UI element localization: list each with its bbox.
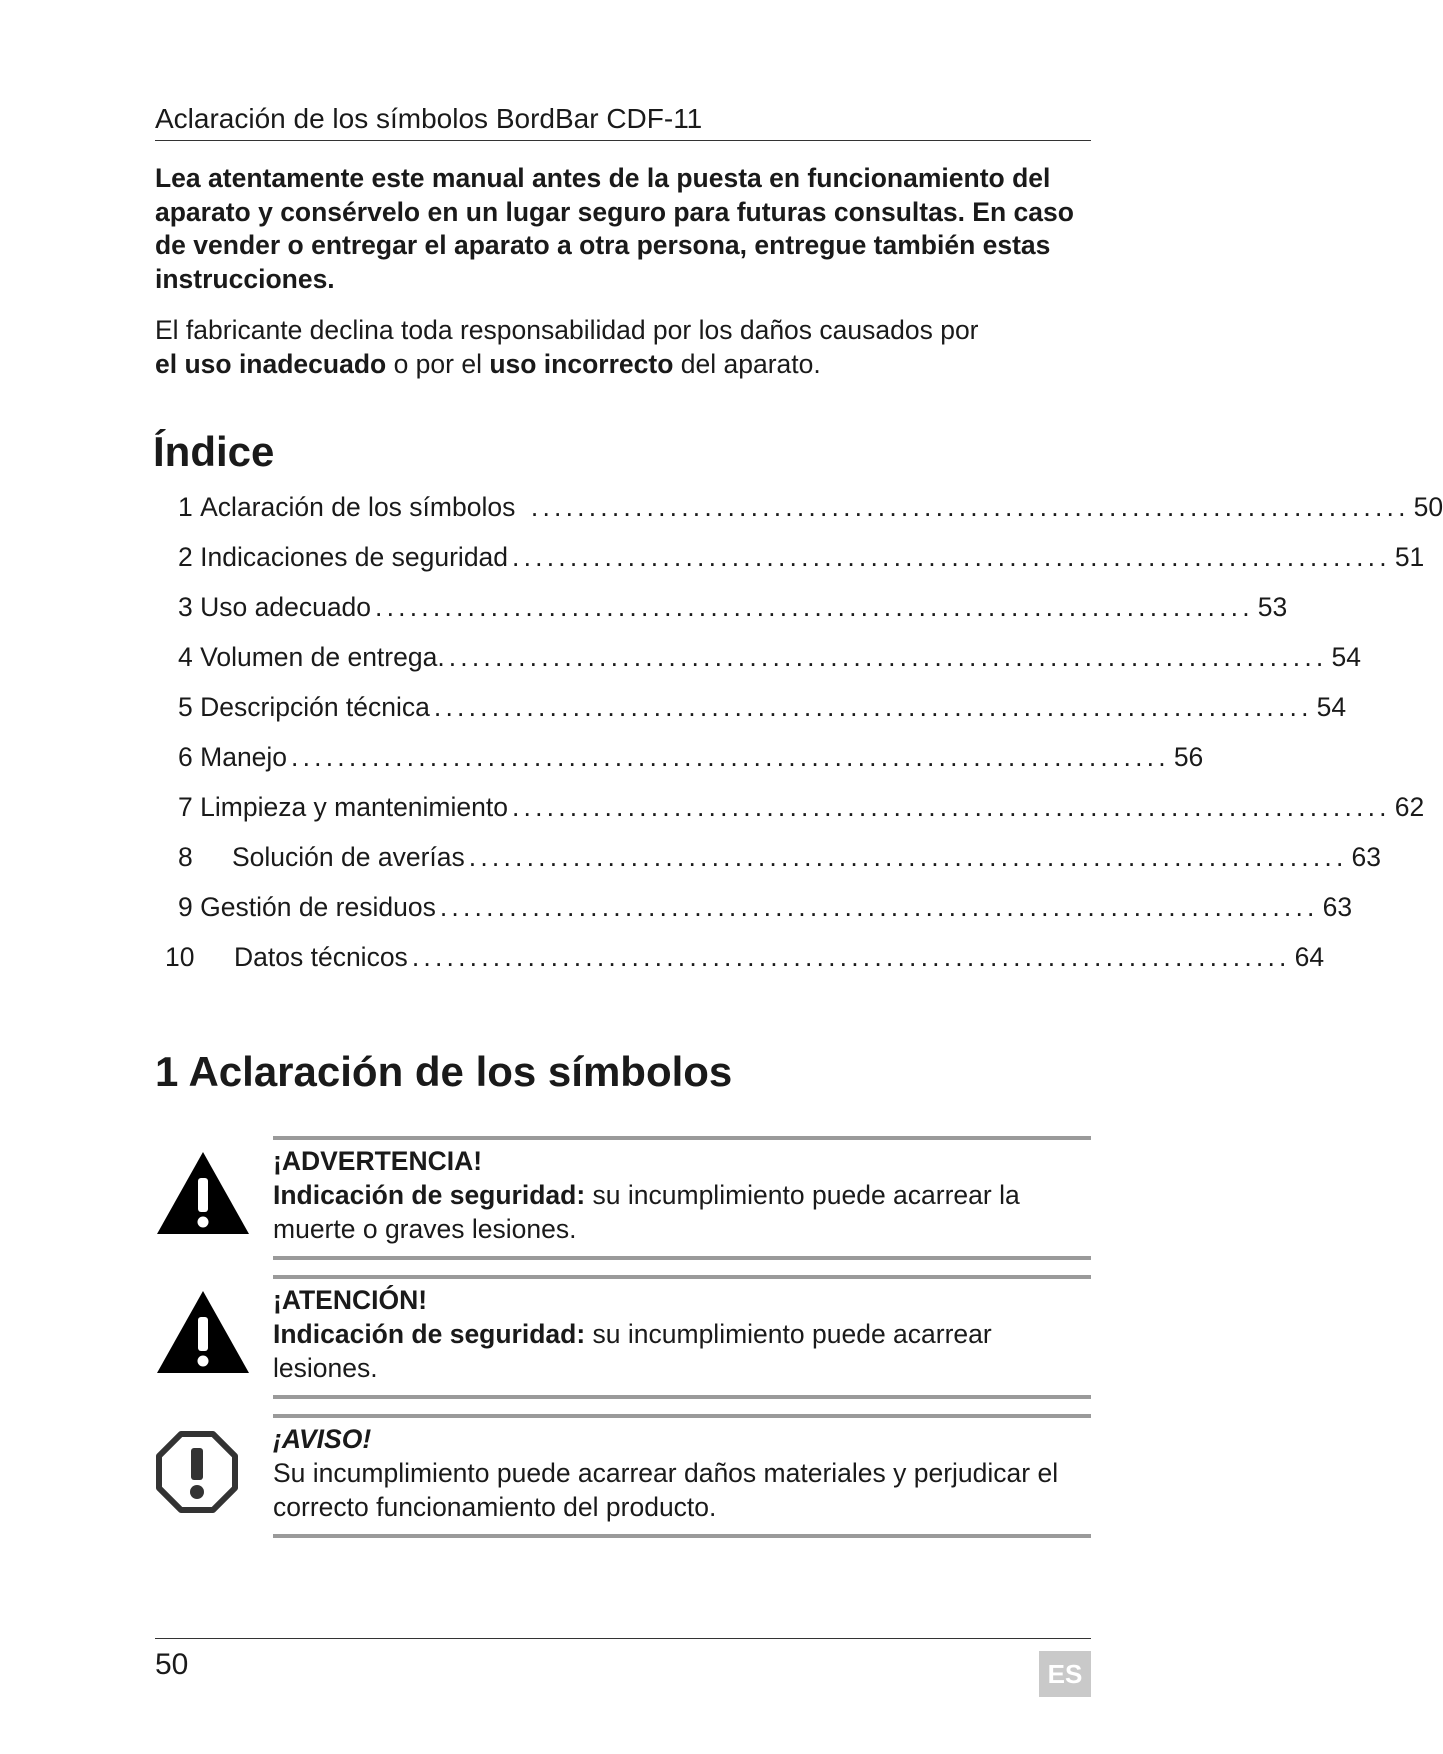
toc-entry[interactable] — [165, 940, 1325, 974]
disclaimer-bold-2: uso incorrecto — [489, 349, 674, 379]
warning-triangle-icon — [155, 1289, 251, 1375]
warning-triangle-icon — [155, 1150, 251, 1236]
toc-number: 8 — [178, 842, 193, 872]
toc-entry[interactable] — [178, 640, 1361, 674]
notice-title: ¡ATENCIÓN! — [273, 1285, 428, 1315]
toc-number: 5 — [178, 692, 193, 722]
disclaimer-mid: o por el — [386, 349, 490, 379]
notice-notice — [155, 1414, 1091, 1538]
notice-text-1: su incumplimiento puede acarrear — [585, 1319, 992, 1349]
notice-box — [273, 1275, 1091, 1399]
toc-entry[interactable] — [178, 590, 1288, 624]
toc-title: Indicaciones de seguridad — [200, 542, 509, 572]
toc-page: 63 — [1351, 842, 1382, 872]
toc-title: Gestión de residuos — [200, 892, 436, 922]
toc-leader: ............................................................................ — [375, 592, 1254, 622]
toc-leader: ............................................................................ — [468, 842, 1348, 872]
toc-page: 56 — [1173, 742, 1204, 772]
toc-page: 62 — [1394, 792, 1425, 822]
toc-entry[interactable] — [178, 890, 1353, 924]
index-heading: Índice — [153, 428, 275, 475]
toc-number: 4 — [178, 642, 193, 672]
page-footer — [155, 1638, 1091, 1709]
notice-text-2: correcto funcionamiento del producto. — [273, 1492, 717, 1522]
toc-entry[interactable] — [178, 690, 1347, 724]
toc-leader: ............................................................................ — [291, 742, 1170, 772]
toc-entry[interactable] — [178, 490, 1443, 524]
toc-title: Uso adecuado — [200, 592, 372, 622]
toc-page: 53 — [1257, 592, 1288, 622]
toc-leader: ............................................................................ — [411, 942, 1291, 972]
toc-page: 64 — [1294, 942, 1325, 972]
toc-title: Descripción técnica — [200, 692, 430, 722]
section-heading: 1 Aclaración de los símbolos — [155, 1048, 733, 1095]
disclaimer-line-1: El fabricante declina toda responsabilidad por los daños causados por — [155, 315, 979, 345]
toc-entry[interactable] — [178, 540, 1425, 574]
notice-box — [273, 1136, 1091, 1260]
page-number: 50 — [155, 1648, 189, 1681]
warning-notice — [155, 1136, 1091, 1260]
toc-number: 2 — [178, 542, 193, 572]
toc-number: 1 — [178, 492, 193, 522]
toc-page: 54 — [1316, 692, 1347, 722]
toc-leader: ............................................................................ — [439, 892, 1319, 922]
toc-entry[interactable] — [178, 740, 1204, 774]
notice-label: Indicación de seguridad: — [273, 1180, 586, 1210]
caution-notice — [155, 1275, 1091, 1399]
notice-label: Indicación de seguridad: — [273, 1319, 586, 1349]
notice-title: ¡AVISO! — [273, 1424, 372, 1454]
toc-page: 51 — [1394, 542, 1425, 572]
notice-text-1: Su incumplimiento puede acarrear daños materiales y perjudicar el — [273, 1458, 1059, 1488]
notice-text-2: lesiones. — [273, 1353, 378, 1383]
notice-text-1: su incumplimiento puede acarrear la — [585, 1180, 1020, 1210]
notice-octagon-icon — [155, 1430, 239, 1514]
toc-title: Solución de averías — [232, 842, 465, 872]
toc-page: 54 — [1331, 642, 1361, 672]
toc-number: 7 — [178, 792, 193, 822]
toc-entry[interactable] — [178, 840, 1382, 874]
notice-box — [273, 1414, 1091, 1538]
running-header: Aclaración de los símbolos BordBar CDF-11 — [155, 102, 1091, 141]
toc-leader: ............................................................................ — [448, 642, 1328, 672]
toc-leader: ............................................................................ — [519, 492, 1410, 522]
toc-title: Volumen de entrega. — [200, 642, 445, 672]
toc-title: Aclaración de los símbolos — [200, 492, 516, 522]
toc-title: Limpieza y mantenimiento — [200, 792, 508, 822]
language-badge: ES — [1039, 1651, 1091, 1697]
toc-title: Manejo — [200, 742, 288, 772]
disclaimer-end: del aparato. — [673, 349, 821, 379]
toc-page: 50 — [1413, 492, 1443, 522]
toc-entry[interactable] — [178, 790, 1425, 824]
toc-number: 10 — [165, 942, 195, 972]
intro-warning-text: Lea atentamente este manual antes de la puesta en funcionamiento del aparato y consérvelo en un lugar seguro para futuras consultas. En caso de vender o entregar el aparato a otra persona, entregue también estas instrucciones. — [155, 163, 1074, 294]
notice-text-2: muerte o graves lesiones. — [273, 1214, 577, 1244]
toc-number: 9 — [178, 892, 193, 922]
toc-number: 3 — [178, 592, 193, 622]
disclaimer-bold-1: el uso inadecuado — [155, 349, 387, 379]
toc-number: 6 — [178, 742, 193, 772]
toc-leader: ............................................................................ — [511, 792, 1391, 822]
toc-page: 63 — [1322, 892, 1353, 922]
toc-leader: ............................................................................ — [433, 692, 1313, 722]
toc-leader: ............................................................................ — [512, 542, 1391, 572]
notice-title: ¡ADVERTENCIA! — [273, 1146, 483, 1176]
toc-title: Datos técnicos — [234, 942, 408, 972]
